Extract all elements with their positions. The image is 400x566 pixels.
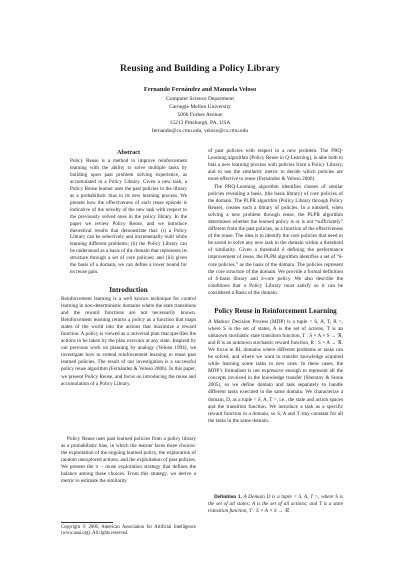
right-column-paragraph-2: The PRQ-Learning algorithm identifies classes of similar policies revealing a basis, (the basis library) of core policies of the domain. The PLPR algorithm (Policy Library through Policy Reuse), creates such a library of policies. In a nutshell, when solving a new problem through reuse, the PLPR algorithm determines whether the learned policy is or is not “sufficiently” different from the past policies, as a function of the effectiveness of the reuse. The idea is to identify the core policies that need to be saved to solve any new task in the domain within a threshold of similarity. Given a threshold δ defining the performance improvement of reuse, the PLPR algorithm identifies a set of “δ-core policies,” as the basis of the domain. The policies represent the core structure of the domain. We provide a formal definition of δ-basis library and δ-core policy. We also describe the conditions that a Policy Library must satisfy so it can be considered a Basis of the domain.	[208, 184, 343, 296]
affiliation-block	[0, 95, 400, 135]
introduction-paragraph-2: Policy Reuse uses past learned policies from a policy library as a probabilistic bias, in which the learner faces three choices: the exploitation of the ongoing learned policy, the exploration of random unexplored actions, and the exploitation of past policies. We present the π − reuse exploration strategy that defines the balance among these choices. From this strategy, we derive a metric to estimate the similarity	[61, 436, 196, 485]
footnote-rule	[61, 522, 113, 523]
section2-paragraph: A Markov Decision Process (MDP) is a tuple < S, A, T, R >, where S is the set of states, A is the set of actions, T is an unknown stochastic state transition function, T : S × A × S → ℜ, and R is an unknown stochastic reward function, R : S × A → ℜ. We focus in RL domains where different problems or tasks can be solved, and where we want to transfer knowledge acquired while learning some tasks to new ones. In these cases, the MDP’s formalism is not expressive enough to represent all the concepts involved in the knowledge transfer (Sherstov & Stone 2005), so we define domain and task separately to handle different tasks executed in the same domain. We characterize a domain, D, as a tuple < S, A, T >, i.e., the state and action spaces and the transition function. We introduce a task as a specific reward function in a domain, so S, A and T stay constant for all the tasks in the same domain.	[208, 319, 343, 424]
affiliation-line: Computer Science Department	[166, 96, 234, 102]
affiliation-line: 5000 Forbes Avenue	[177, 112, 223, 118]
abstract-heading: Abstract	[116, 149, 141, 156]
section-heading-policy-reuse: Policy Reuse in Reinforcement Learning	[214, 307, 337, 315]
introduction-heading: Introduction	[109, 286, 148, 294]
definition-text: A Domain D is a tuple < S, A, T >, where S is the set of all states; A is the set of all actions; and T is a state transition function, T : S × A × S → ℜ.	[208, 494, 343, 515]
abstract-text: Policy Reuse is a method to improve reinforcement learning with the ability to solve multiple tasks by building upon past problem solving experience, as accumulated in a Policy Library. Given a new task, a Policy Reuse learner uses the past policies in the library as a probabilistic bias in its new learning process. We present how the effectiveness of each reuse episode is indicative of the novelty of the new task with respect to the previously solved ones in the policy library. In the paper we review Policy Reuse, and we introduce theoretical results that demonstrate that: (i) a Policy Library can be selectively and incrementally built while learning different problems; (ii) the Policy Library can be understood as a basis of the domain that represents its structure through a set of core policies; and (iii) given the basis of a domain, we can define a lower bound for its reuse gain.	[70, 158, 187, 276]
paper-authors: Fernando Fernández and Manuela Veloso	[143, 86, 257, 93]
affiliation-line: 15213 Pittsburgh, PA, USA	[169, 120, 231, 126]
author-emails: fernando@cs.cmu.edu, veloso@cs.cmu.edu	[151, 128, 249, 134]
paper-title: Reusing and Building a Policy Library	[120, 63, 280, 74]
definition-1	[208, 494, 343, 515]
copyright-notice: Copyright © 2006, American Association for Artificial Intelligence (www.aaai.org). All rights reserved.	[61, 525, 196, 537]
introduction-paragraph-1: Reinforcement learning is a well known technique for control learning in non-deterministic domains where the state transitions and the reward functions are not necessarily known. Reinforcement learning returns a policy as a function that maps states of the world into the actions that maximize a reward function. A policy is viewed as a universal plan that specifies the actions to be taken by the plan executor at any state. Inspired by our previous work on planning by analogy (Veloso 1994), we investigate how to extend reinforcement learning to reuse past learned policies. The result of our investigation is a successful policy reuse algorithm (Fernández & Veloso 2006). In this paper, we present Policy Reuse, and focus on introducing the reuse and accumulation of a Policy Library.	[61, 296, 196, 387]
right-column-paragraph-1: of past policies with respect to a new problem. The PRQ-Learning algorithm (Policy Reuse in Q-Learning), is able both to bias a new learning process with policies from a Policy Library, and to use the similarity metric to decide which policies are more effective to reuse (Fernández & Veloso 2006).	[208, 148, 343, 183]
affiliation-line: Carnegie Mellon University	[169, 104, 231, 110]
definition-label: Definition 1.	[214, 494, 242, 500]
